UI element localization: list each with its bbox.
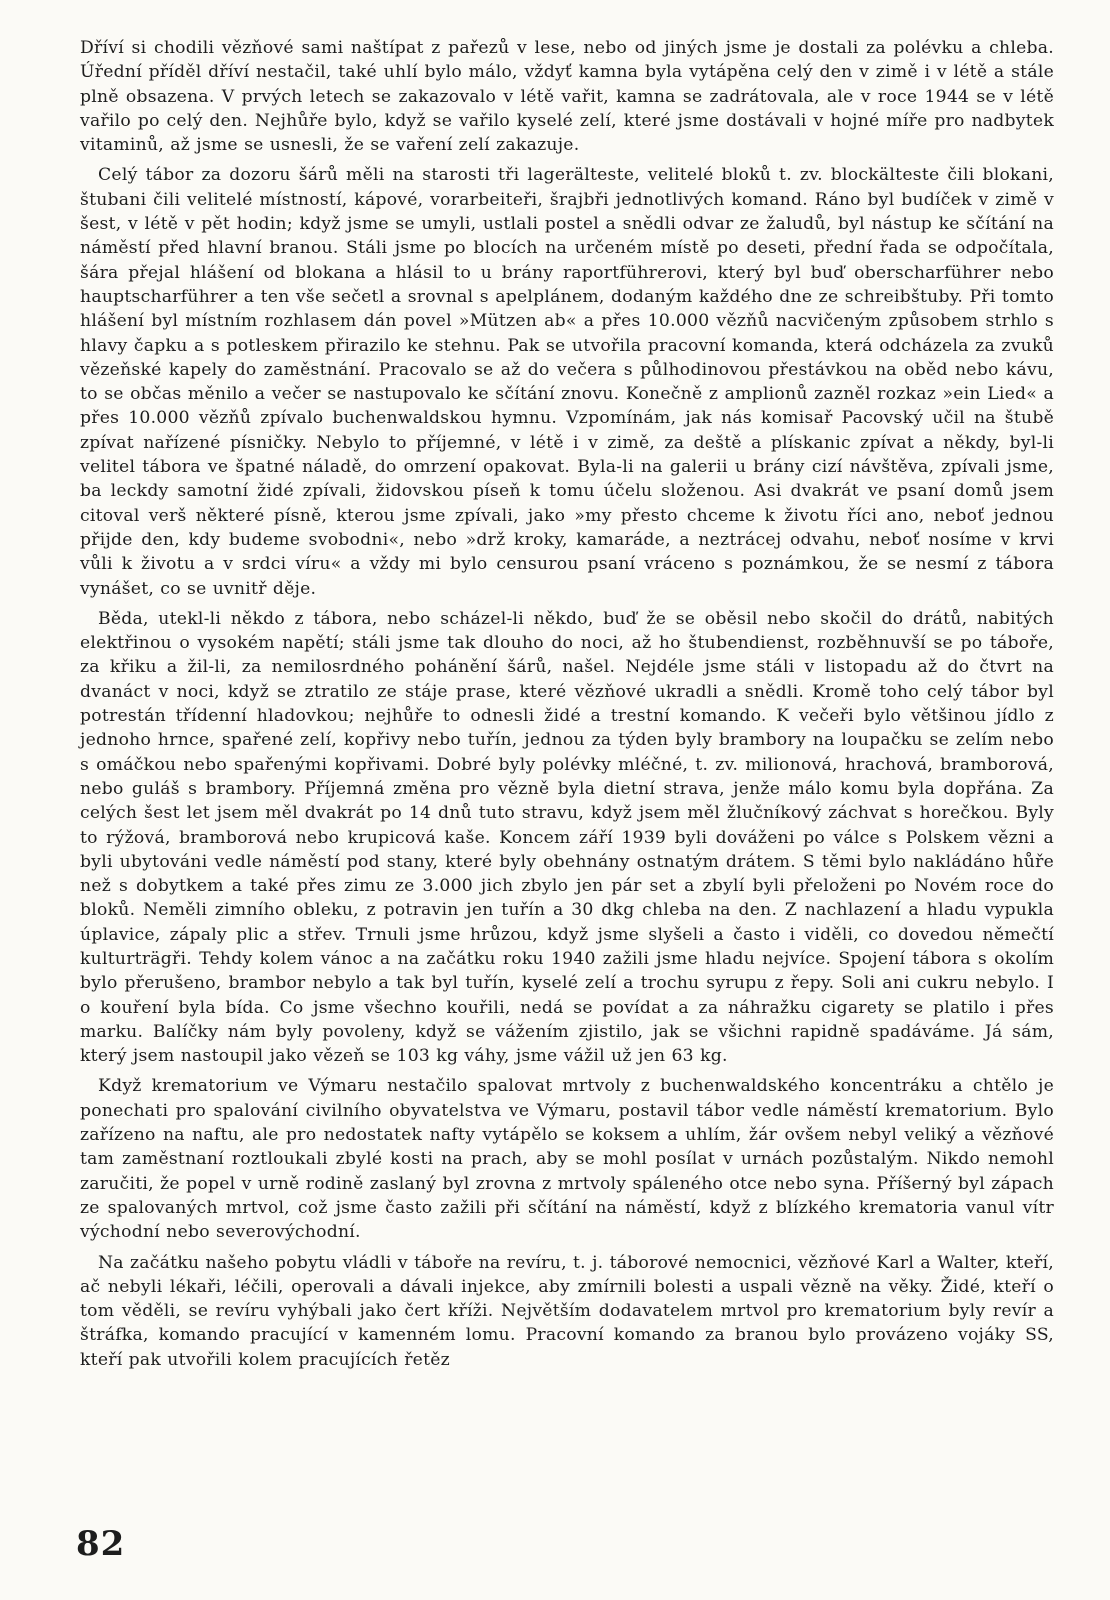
paragraph-2: Celý tábor za dozoru šárů měli na starosti tři lagerälteste, velitelé bloků t. zv. blockälteste čili blokani, štubani čili velitelé místností, kápové, vorarbeiteři, šrajbři jednotlivých komand. Ráno byl budíček v zimě v šest, v létě v pět hodin; když jsme se umyli, ustlali postel a snědli odvar ze žaludů, byl nástup ke sčítání na náměstí před hlavní branou. Stáli jsme po blocích na určeném místě po deseti, přední řada se odpočítala, šára přejal hlášení od blokana a hlásil to u brány raportführerovi, který byl buď oberscharführer nebo hauptscharführer a ten vše sečetl a srovnal s apelplánem, dodaným každého dne ze schreibštuby. Při tomto hlášení byl místním rozhlasem dán povel »Mützen ab« a přes 10.000 vězňů nacvičeným způsobem strhlo s hlavy čapku a s potleskem přirazilo ke stehnu. Pak se utvořila pracovní komanda, která odcházela za zvuků vězeňské kapely do zaměstnání. Pracovalo se až do večera s půlhodinovou přestávkou na oběd nebo kávu, to se občas měnilo a večer se nastupovalo ke sčítání znovu. Konečně z amplionů zazněl rozkaz »ein Lied« a přes 10.000 vězňů zpívalo buchenwaldskou hymnu. Vzpomínám, jak nás komisař Pacovský učil na štubě zpívat nařízené písničky. Nebylo to příjemné, v létě i v zimě, za deště a plískanic zpívat a někdy, byl-li velitel tábora ve špatné náladě, do omrzení opakovat. Byla-li na galerii u brány cizí návštěva, zpívali jsme, ba leckdy samotní židé zpívali, židovskou píseň k tomu účelu složenou. Asi dvakrát ve psaní domů jsem citoval verš některé písně, kterou jsme zpívali, jako »my přesto chceme k životu říci ano, neboť jednou přijde den, kdy budeme svobodni«, nebo »drž kroky, kamaráde, a neztrácej odvahu, neboť nosíme v krvi vůli k životu a v srdci víru« a vždy mi bylo censurou psaní vráceno s poznámkou, že se nesmí z tábora vynášet, co se uvnitř děje. — [80, 165, 1054, 599]
paragraph-3: Běda, utekl-li někdo z tábora, nebo scházel-li někdo, buď že se oběsil nebo skočil do drátů, nabitých elektřinou o vysokém napětí; stáli jsme tak dlouho do noci, až ho štubendienst, rozběhnuvší se po táboře, za křiku a žil-li, za nemilosrdného pohánění šárů, našel. Nejdéle jsme stáli v listopadu až do čtvrt na dvanáct v noci, když se ztratilo ze stáje prase, které vězňové ukradli a snědli. Kromě toho celý tábor byl potrestán třídenní hladovkou; nejhůře to odnesli židé a trestní komando. K večeři bylo většinou jídlo z jednoho hrnce, spařené zelí, kopřivy nebo tuřín, jednou za týden byly brambory na loupačku se zelím nebo s omáčkou nebo spařenými kopřivami. Dobré byly polévky mléčné, t. zv. milionová, hrachová, bramborová, nebo guláš s brambory. Příjemná změna pro vězně byla dietní strava, jenže málo komu byla dopřána. Za celých šest let jsem měl dvakrát po 14 dnů tuto stravu, když jsem měl žlučníkový záchvat s horečkou. Byly to rýžová, bramborová nebo krupicová kaše. Koncem září 1939 byli dováženi po válce s Polskem vězni a byli ubytováni vedle náměstí pod stany, které byly obehnány ostnatým drátem. S těmi bylo nakládáno hůře než s dobytkem a také přes zimu ze 3.000 jich zbylo jen pár set a zbylí byli přeloženi po Novém roce do bloků. Neměli zimního obleku, z potravin jen tuřín a 30 dkg chleba na den. Z nachlazení a hladu vypukla úplavice, zápaly plic a střev. Trnuli jsme hrůzou, když jsme slyšeli a často i viděli, co dovedou němečtí kulturträgři. Tehdy kolem vánoc a na začátku roku 1940 zažili jsme hladu nejvíce. Spojení tábora s okolím bylo přerušeno, brambor nebylo a tak byl tuřín, kyselé zelí a trochu syrupu z řepy. Soli ani cukru nebylo. I o kouření byla bída. Co jsme všechno kouřili, nedá se povídat a za náhražku cigarety se platilo i přes marku. Balíčky nám byly povoleny, když se vážením zjistilo, jak se všichni rapidně spadáváme. Já sám, který jsem nastoupil jako vězeň se 103 kg váhy, jsme vážil už jen 63 kg. — [80, 608, 1054, 1067]
body-text — [80, 36, 1054, 1378]
paragraph-4: Když krematorium ve Výmaru nestačilo spalovat mrtvoly z buchenwaldského koncentráku a chtělo je ponechati pro spalování civilního obyvatelstva ve Výmaru, postavil tábor vedle náměstí krematorium. Bylo zařízeno na naftu, ale pro nedostatek nafty vytápělo se koksem a uhlím, žár ovšem nebyl veliký a vězňové tam zaměstnaní roztloukali zbylé kosti na prach, aby se mohl posílat v urnách pozůstalým. Nikdo nemohl zaručiti, že popel v urně rodině zaslaný byl zrovna z mrtvoly spáleného otce nebo syna. Příšerný byl zápach ze spalovaných mrtvol, což jsme často zažili při sčítání na náměstí, když z blízkého krematoria vanul vítr východní nebo severovýchodní. — [80, 1076, 1054, 1243]
paragraph-1: Dříví si chodili vězňové sami naštípat z pařezů v lese, nebo od jiných jsme je dostali za polévku a chleba. Úřední příděl dříví nestačil, také uhlí bylo málo, vždyť kamna byla vytápěna celý den v zimě i v létě a stále plně obsazena. V prvých letech se zakazovalo v létě vařit, kamna se zadrátovala, ale v roce 1944 se v létě vařilo po celý den. Nejhůře bylo, když se vařilo kyselé zelí, které jsme dostávali v hojné míře pro nadbytek vitaminů, až jsme se usnesli, že se vaření zelí zakazuje. — [80, 38, 1054, 156]
paragraph-5: Na začátku našeho pobytu vládli v táboře na revíru, t. j. táborové nemocnici, vězňové Karl a Walter, kteří, ač nebyli lékaři, léčili, operovali a dávali injekce, aby zmírnili bolesti a uspali vězně na věky. Židé, kteří o tom věděli, se revíru vyhýbali jako čert kříži. Největším dodavatelem mrtvol pro krematorium byly revír a štráfka, komando pracující v kamenném lomu. Pracovní komando za branou bylo provázeno vojáky SS, kteří pak utvořili kolem pracujících řetěz — [80, 1252, 1054, 1370]
page-number: 82 — [76, 1524, 126, 1564]
